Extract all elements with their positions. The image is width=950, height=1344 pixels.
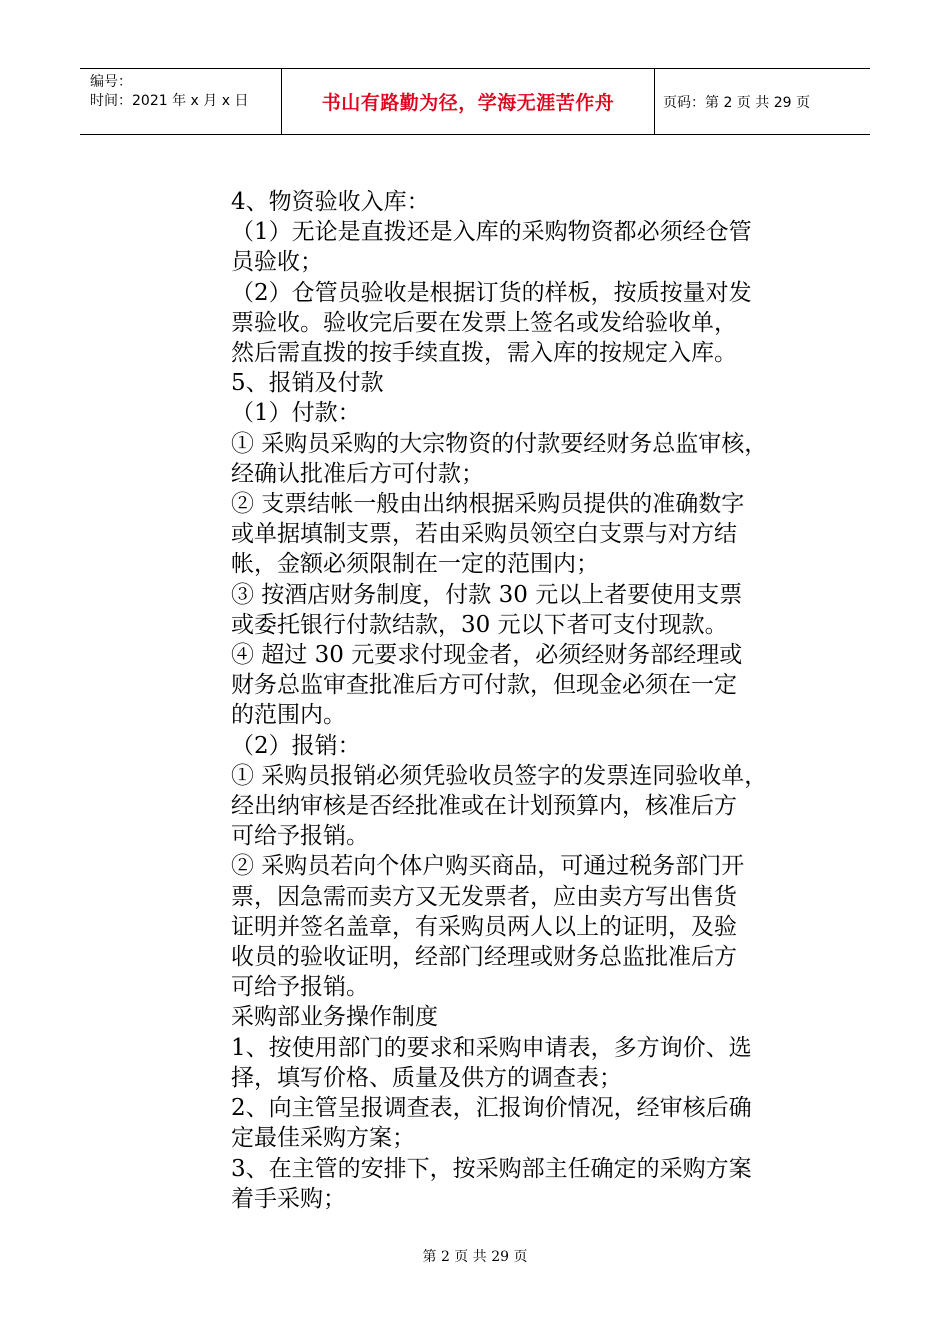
text-line: 2、向主管呈报调查表，汇报询价情况，经审核后确 xyxy=(231,1095,752,1122)
text-line: 然后需直拨的按手续直拨，需入库的按规定入库。 xyxy=(231,340,737,367)
text-line: ④ 超过 30 元要求付现金者，必须经财务部经理或 xyxy=(231,642,743,669)
text-line: 5、报销及付款 xyxy=(231,370,384,397)
document-body xyxy=(231,187,811,1214)
text-line: 收员的验收证明，经部门经理或财务总监批准后方 xyxy=(231,944,737,971)
text-line: 票验收。验收完后要在发票上签名或发给验收单， xyxy=(231,309,737,336)
text-line: 证明并签名盖章，有采购员两人以上的证明，及验 xyxy=(231,913,737,940)
text-line: ① 采购员报销必须凭验收员签字的发票连同验收单， xyxy=(231,762,768,789)
header-page-info: 页码：第 2 页 共 29 页 xyxy=(663,94,810,111)
document-number-label: 编号： xyxy=(90,74,132,90)
header-meta xyxy=(80,69,282,134)
text-line: 员验收； xyxy=(231,249,323,276)
text-line: ② 支票结帐一般由出纳根据采购员提供的准确数字 xyxy=(231,491,745,518)
text-line: 1、按使用部门的要求和采购申请表，多方询价、选 xyxy=(231,1034,752,1061)
text-line: 定最佳采购方案； xyxy=(231,1125,415,1152)
page-footer: 第 2 页 共 29 页 xyxy=(422,1249,528,1265)
text-line: 或委托银行付款结款，30 元以下者可支付现款。 xyxy=(231,611,728,638)
text-line: ③ 按酒店财务制度，付款 30 元以上者要使用支票 xyxy=(231,581,743,608)
text-line: （2）报销： xyxy=(231,732,361,759)
text-line: 可给予报销。 xyxy=(231,974,369,1001)
text-line: ② 采购员若向个体户购买商品，可通过税务部门开 xyxy=(231,853,745,880)
text-line: 采购部业务操作制度 xyxy=(231,1004,438,1031)
text-line: 经确认批准后方可付款； xyxy=(231,460,484,487)
text-line: 择，填写价格、质量及供方的调查表； xyxy=(231,1064,622,1091)
page-header xyxy=(80,68,870,135)
text-line: 的范围内。 xyxy=(231,702,346,729)
text-line: 可给予报销。 xyxy=(231,823,369,850)
text-line: （1）付款： xyxy=(231,400,361,427)
document-time-label: 时间：2021 年 x 月 x 日 xyxy=(90,93,249,109)
text-line: 或单据填制支票，若由采购员领空白支票与对方结 xyxy=(231,521,737,548)
text-line: ① 采购员采购的大宗物资的付款要经财务总监审核， xyxy=(231,430,768,457)
text-line: 4、物资验收入库： xyxy=(231,189,430,215)
text-line: 财务总监审查批准后方可付款，但现金必须在一定 xyxy=(231,672,737,699)
text-line: 经出纳审核是否经批准或在计划预算内，核准后方 xyxy=(231,793,737,820)
text-line: 票，因急需而卖方又无发票者，应由卖方写出售货 xyxy=(231,883,737,910)
text-line: 着手采购； xyxy=(231,1185,346,1212)
text-line: 3、在主管的安排下，按采购部主任确定的采购方案 xyxy=(231,1155,752,1182)
header-motto: 书山有路勤为径，学海无涯苦作舟 xyxy=(282,69,655,134)
text-line: （1）无论是直拨还是入库的采购物资都必须经仓管 xyxy=(231,219,752,246)
text-line: （2）仓管员验收是根据订货的样板，按质按量对发 xyxy=(231,279,752,306)
text-line: 帐，金额必须限制在一定的范围内； xyxy=(231,551,599,578)
